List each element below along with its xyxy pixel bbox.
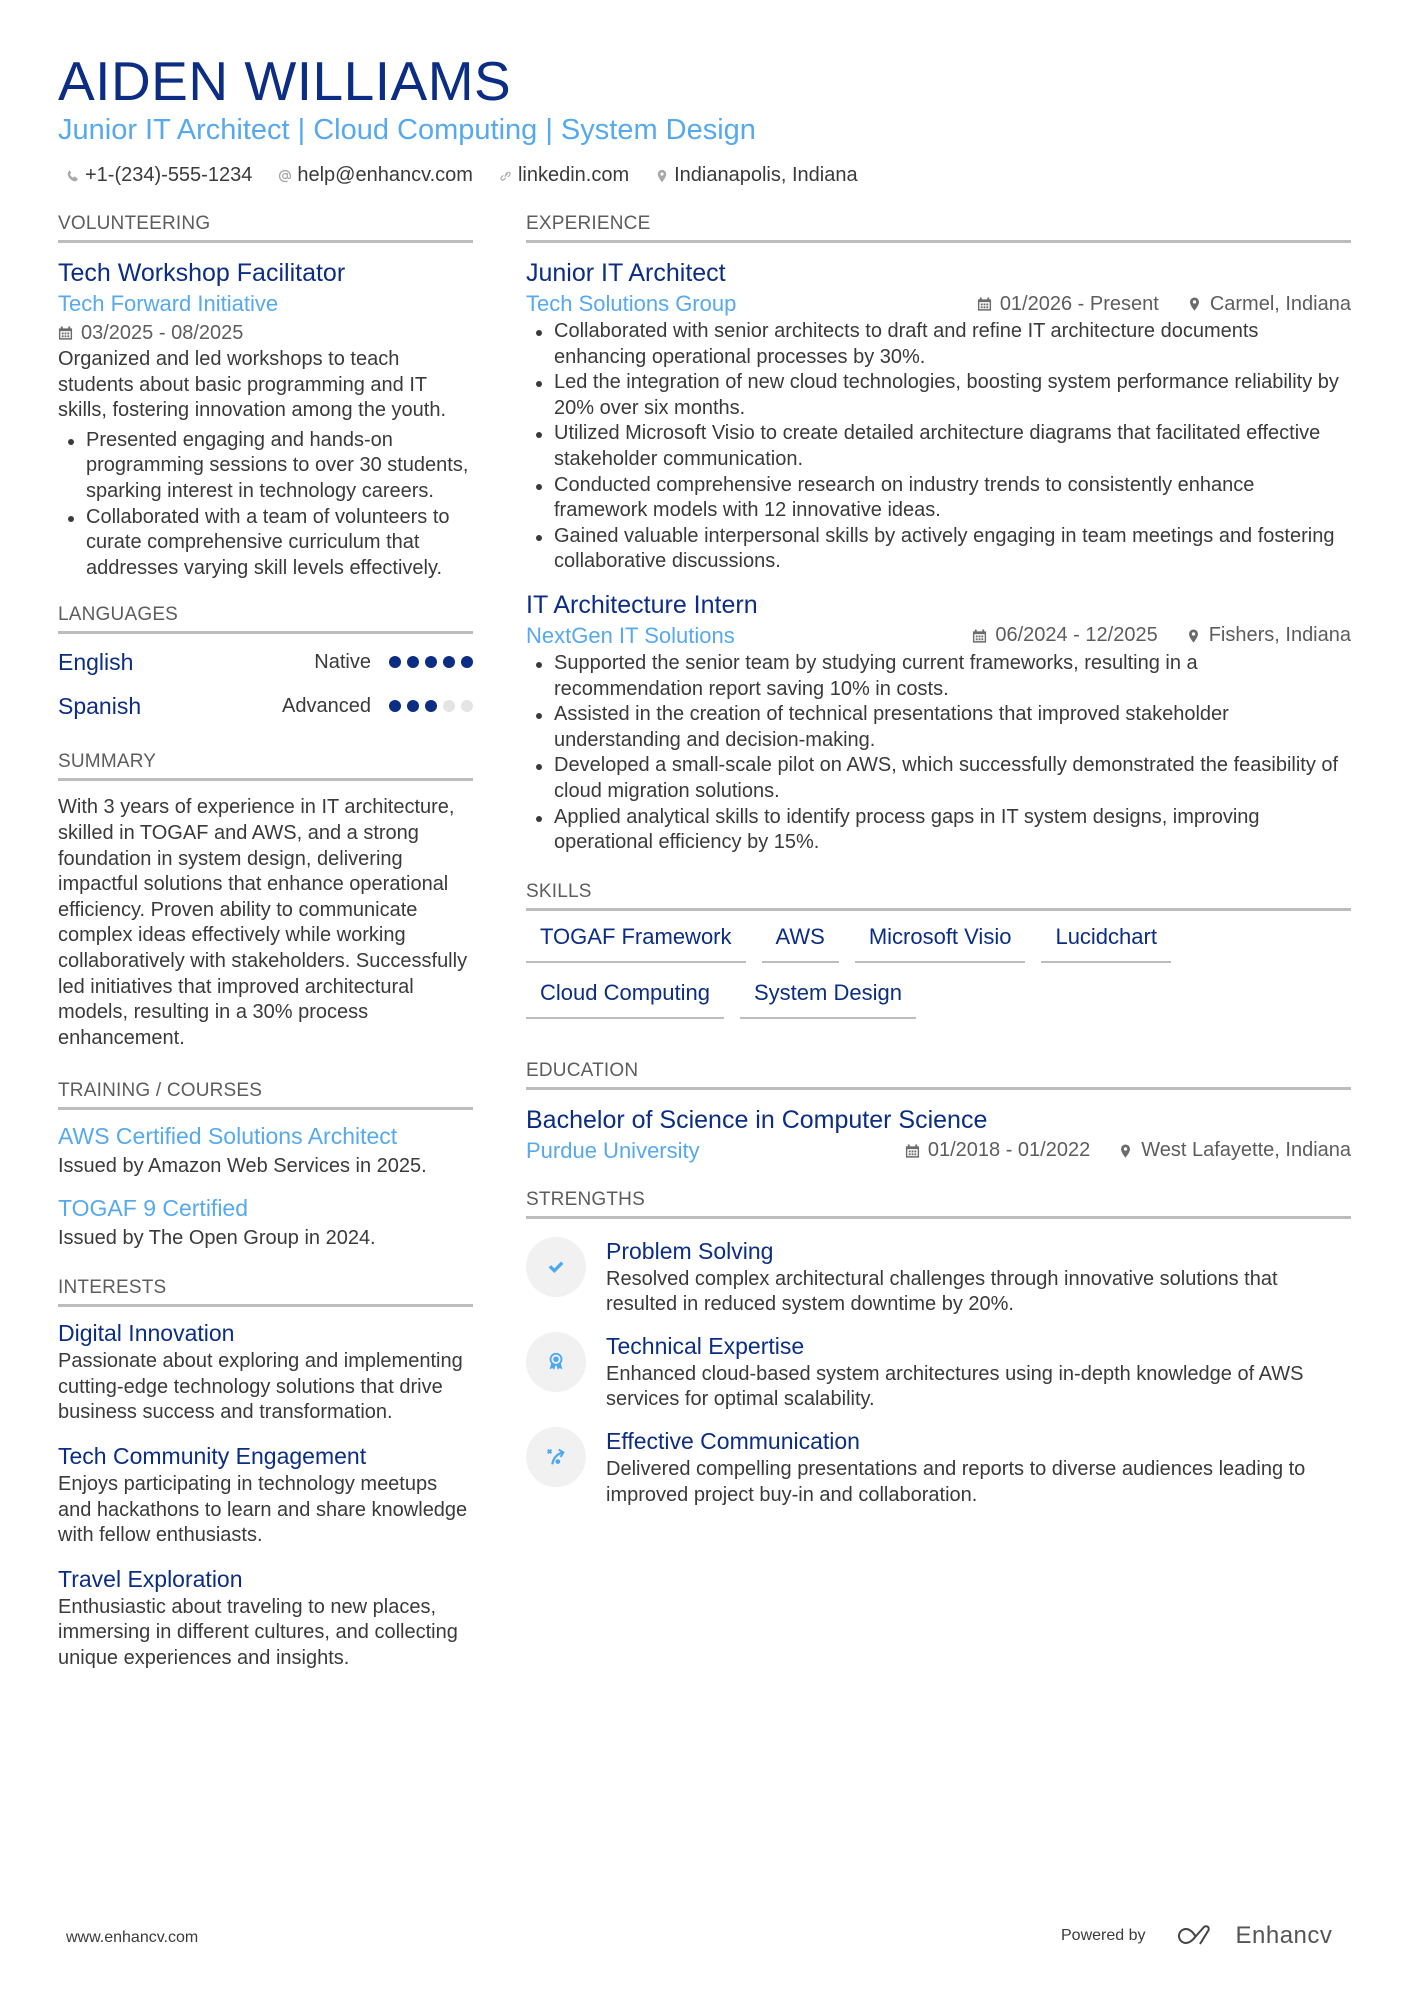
strength-item [526,1235,1351,1318]
skill-tag: Microsoft Visio [855,921,1026,963]
job-dates-text: 06/2024 - 12/2025 [995,624,1158,647]
section-heading: STRENGTHS [526,1188,1351,1219]
education-dates [905,1139,1090,1162]
strengths-section [526,1188,1351,1509]
candidate-name: AIDEN WILLIAMS [58,50,512,112]
contact-line [58,164,1358,187]
proficiency-dot-filled [425,656,437,668]
bullet-item: Led the integration of new cloud technologies, boosting system performance reliability by 20% over six months. [526,370,1351,421]
section-heading: INTERESTS [58,1276,473,1307]
interest-description: Enthusiastic about traveling to new places, immersing in different cultures, and collecting unique experiences and insights. [58,1595,458,1670]
interest-title: Travel Exploration [58,1565,243,1592]
proficiency-dot-filled [425,700,437,712]
summary-section [58,750,473,1051]
right-column [526,212,1351,1530]
strength-item [526,1330,1351,1413]
section-heading: TRAINING / COURSES [58,1079,473,1110]
brand-name: Enhancv [1235,1922,1333,1949]
strength-item [526,1425,1351,1508]
at-icon [278,169,292,183]
skill-tag: Cloud Computing [526,977,724,1019]
job-location [1187,293,1351,316]
school-name: Purdue University [526,1137,700,1163]
volunteering-entry [58,257,473,581]
experience-entry [526,589,1351,856]
calendar-icon [977,296,992,312]
proficiency-dots [389,656,473,668]
candidate-headline: Junior IT Architect | Cloud Computing | System Design [58,114,756,146]
language-row [58,640,473,684]
proficiency-dot-filled [461,656,473,668]
languages-section [58,603,473,728]
education-entry [526,1104,1351,1166]
summary-text: With 3 years of experience in IT architecture, skilled in TOGAF and AWS, and a strong foundation in system design, delivering impactful solutions that enhance operational efficiency. Proven ability to communicate complex ideas effectively while working collaboratively with stakeholders. Successfully led initiatives that improved architectural models, resulting in a 30% process enhancement. [58,796,468,1049]
proficiency-dot-filled [407,700,419,712]
strategy-arrow-icon [545,1446,567,1468]
skills-list [526,921,1351,1019]
proficiency-dot-empty [443,700,455,712]
bullet-item: Assisted in the creation of technical presentations that improved stakeholder understanding and decision-making. [526,702,1351,753]
checkmark-icon [545,1256,567,1278]
location-icon [1186,628,1201,644]
skill-tag: Lucidchart [1041,921,1171,963]
strength-title: Effective Communication [606,1428,860,1455]
calendar-icon [905,1143,920,1159]
enhancv-logo[interactable] [1174,1922,1333,1950]
language-row [58,684,473,728]
footer-branding [1061,1922,1332,1950]
training-section [58,1079,473,1252]
job-location-text: Fishers, Indiana [1208,624,1351,647]
bullet-item: Utilized Microsoft Visio to create detailed architecture diagrams that facilitated effective stakeholder communication. [526,421,1351,472]
volunteering-section [58,212,473,581]
interest-description: Enjoys participating in technology meetups and hackathons to learn and share knowledge with fellow enthusiasts. [58,1473,468,1547]
bullet-item: Supported the senior team by studying current frameworks, resulting in a recommendation report saving 10% in costs. [526,651,1351,702]
course-description: Issued by The Open Group in 2024. [58,1227,376,1250]
bullet-item: Collaborated with senior architects to draft and refine IT architecture documents enhancing operational processes by 30%. [526,319,1351,370]
entry-bullets [58,428,473,582]
location-icon [1118,1143,1133,1159]
proficiency-dots [389,700,473,712]
course-title: TOGAF 9 Certified [58,1195,249,1222]
bullet-item: Conducted comprehensive research on industry trends to consistently enhance framework models with 12 innovative ideas. [526,473,1351,524]
entry-dates-text: 03/2025 - 08/2025 [81,322,244,344]
experience-entry [526,257,1351,575]
proficiency-dot-filled [443,656,455,668]
education-location-text: West Lafayette, Indiana [1141,1139,1351,1162]
contact-phone [66,164,252,187]
education-location [1118,1139,1351,1162]
job-dates [972,624,1157,647]
job-title: Junior IT Architect [526,259,726,287]
job-dates [977,293,1159,316]
interest-item [58,1317,473,1426]
course-description: Issued by Amazon Web Services in 2025. [58,1155,427,1178]
phone-icon [66,169,80,183]
strength-title: Technical Expertise [606,1332,805,1359]
footer-website-link[interactable]: www.enhancv.com [66,1929,199,1946]
proficiency-dot-filled [389,700,401,712]
entry-dates [58,319,473,347]
calendar-icon [972,628,987,644]
interest-item [58,1440,473,1549]
experience-section [526,212,1351,856]
left-column [58,212,473,1694]
entry-description: Organized and led workshops to teach students about basic programming and IT skills, fostering innovation among the youth. [58,348,446,422]
interest-title: Digital Innovation [58,1320,235,1347]
contact-linkedin-text: linkedin.com [517,164,630,186]
job-location [1186,624,1351,647]
interest-description: Passionate about exploring and implementing cutting-edge technology solutions that drive business success and transformation. [58,1350,463,1424]
skill-tag: System Design [740,977,916,1019]
bullet-item: Developed a small-scale pilot on AWS, which successfully demonstrated the feasibility of cloud migration solutions. [526,753,1351,804]
job-dates-text: 01/2026 - Present [999,292,1159,315]
entry-organization: Tech Forward Initiative [58,291,279,316]
section-heading: SUMMARY [58,750,473,781]
strength-title: Problem Solving [606,1237,774,1264]
proficiency-dot-filled [389,656,401,668]
contact-phone-text: +1-(234)-555-1234 [85,164,253,186]
language-level: Advanced [282,694,371,717]
powered-by-label: Powered by [1061,1927,1146,1944]
section-heading: EXPERIENCE [526,212,1351,243]
skill-tag: TOGAF Framework [526,921,746,963]
resume-header [58,50,1358,187]
skills-section [526,880,1351,1019]
proficiency-dot-filled [407,656,419,668]
company-name: NextGen IT Solutions [526,622,735,648]
location-icon [655,169,669,183]
skill-tag: AWS [762,921,839,963]
language-name: Spanish [58,692,142,719]
strength-description: Resolved complex architectural challenges through innovative solutions that resulted in reduced system downtime by 20%. [606,1267,1278,1316]
job-title: IT Architecture Intern [526,590,758,619]
contact-email[interactable] [278,164,473,187]
section-heading: SKILLS [526,880,1351,911]
proficiency-dot-empty [461,700,473,712]
section-heading: EDUCATION [526,1059,1351,1090]
interests-section [58,1276,473,1671]
contact-location-text: Indianapolis, Indiana [674,164,858,186]
bullet-item: Presented engaging and hands-on programming sessions to over 30 students, sparking interest in technology careers. [58,428,473,505]
entry-title: Tech Workshop Facilitator [58,259,346,287]
job-bullets [526,319,1351,575]
course-title: AWS Certified Solutions Architect [58,1123,398,1150]
bullet-item: Applied analytical skills to identify process gaps in IT system designs, improving operational efficiency by 15%. [526,805,1351,856]
bullet-item: Gained valuable interpersonal skills by actively engaging in team meetings and fostering collaborative discussions. [526,524,1351,575]
company-name: Tech Solutions Group [526,291,737,316]
interest-item [58,1563,473,1672]
degree-title: Bachelor of Science in Computer Science [526,1105,988,1134]
education-dates-text: 01/2018 - 01/2022 [927,1139,1091,1162]
job-bullets [526,651,1351,856]
language-name: English [58,648,134,675]
contact-email-text: help@enhancv.com [297,164,473,186]
strength-description: Enhanced cloud-based system architectures using in-depth knowledge of AWS services for optimal scalability. [606,1362,1304,1411]
location-icon [1187,296,1202,312]
strength-description: Delivered compelling presentations and reports to diverse audiences leading to improved project buy-in and collaboration. [606,1458,1306,1506]
section-heading: LANGUAGES [58,603,473,634]
language-level: Native [314,650,371,673]
contact-linkedin[interactable] [499,164,629,187]
interest-title: Tech Community Engagement [58,1443,367,1470]
enhancv-logo-icon [1174,1924,1222,1948]
education-section [526,1059,1351,1166]
job-location-text: Carmel, Indiana [1209,292,1351,315]
award-ribbon-icon [545,1351,567,1373]
section-heading: VOLUNTEERING [58,212,473,243]
contact-location [655,164,857,187]
link-icon [499,169,513,183]
calendar-icon [58,325,73,341]
bullet-item: Collaborated with a team of volunteers to curate comprehensive curriculum that addresses varying skill levels effectively. [58,505,473,582]
